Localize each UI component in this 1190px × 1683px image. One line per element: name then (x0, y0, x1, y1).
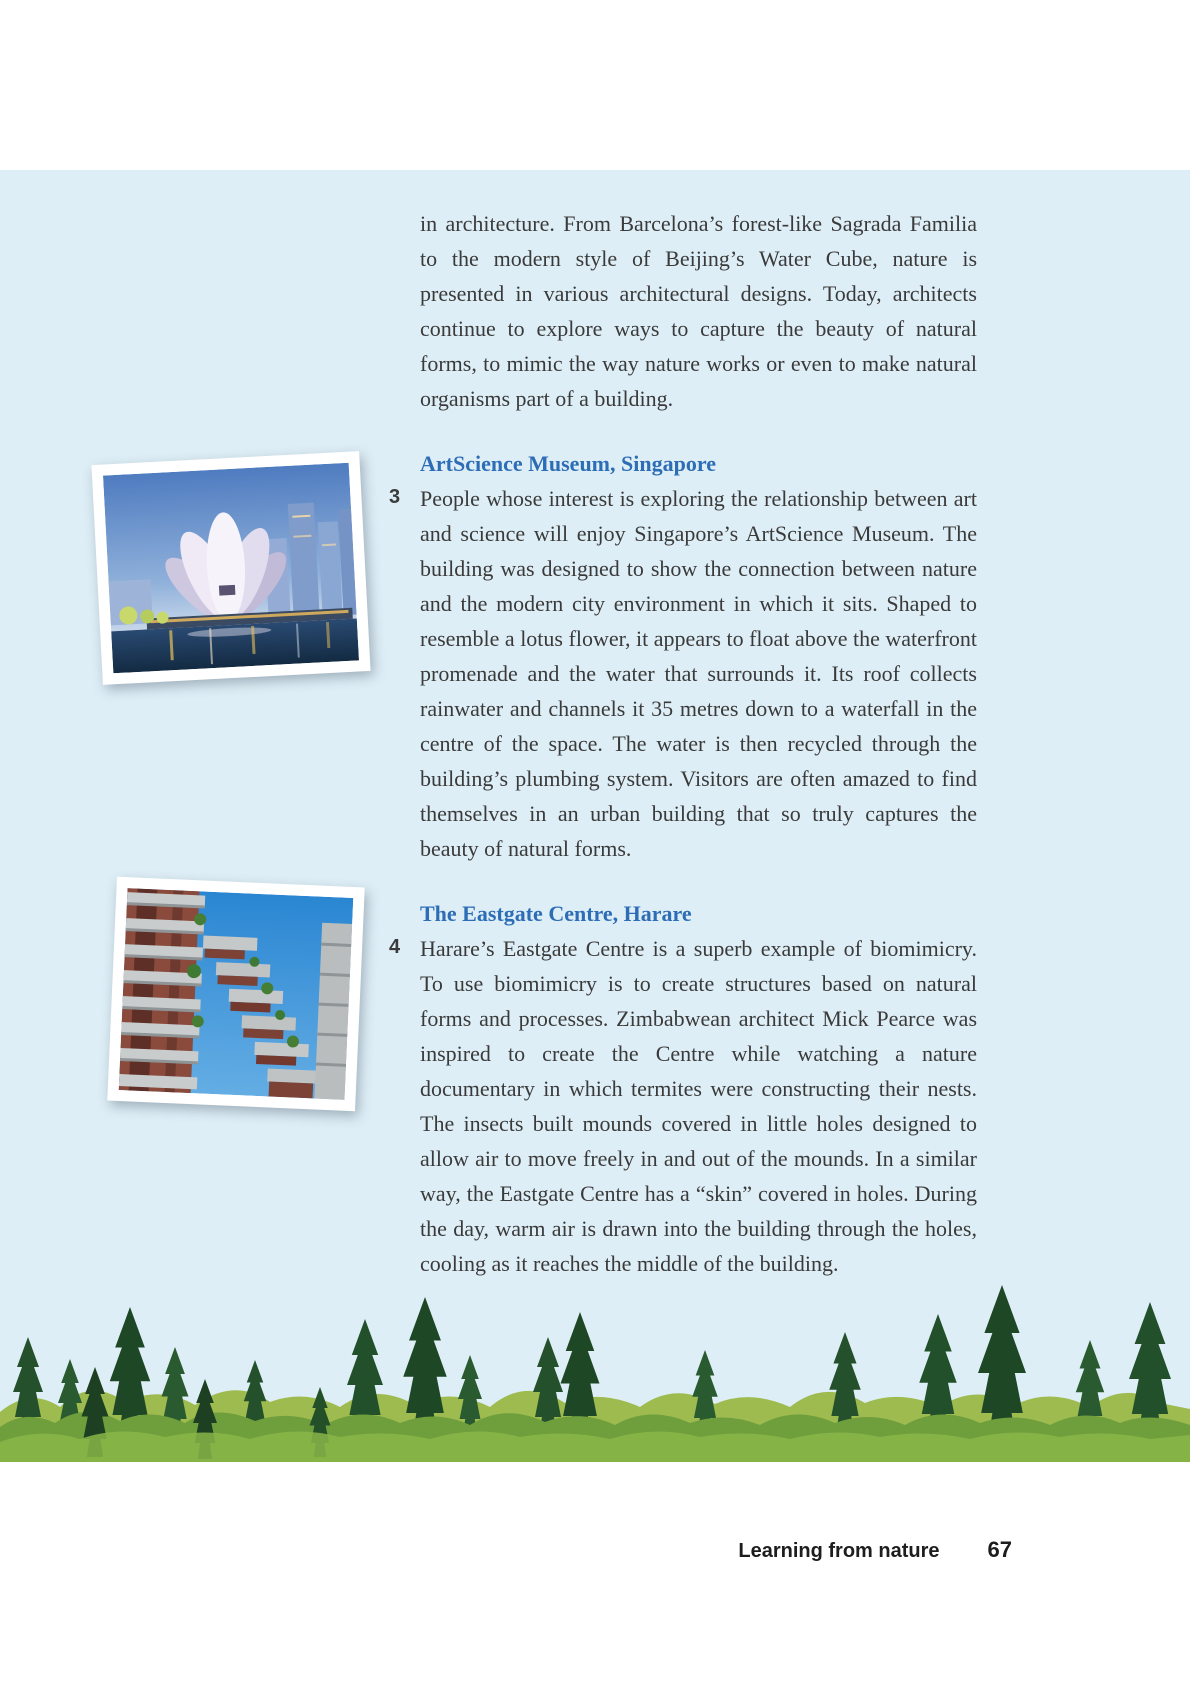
forest-treeline-image (0, 1277, 1190, 1462)
paragraph-row (389, 481, 977, 866)
paragraph-number-4: 4 (389, 936, 401, 958)
content-area (0, 170, 1190, 1462)
section-eastgate (389, 896, 977, 1281)
page-number: 67 (987, 1537, 1012, 1562)
paragraph-eastgate: Harare’s Eastgate Centre is a superb example of biomimicry. To use biomimicry is to create structures based on natural forms and processes. Zimbabwean architect Mick Pearce was inspired to create the Centre while watching a nature documentary in which termites were constructing their nests. The insects built mounds covered in little holes designed to allow air to move freely in and out of the mounds. In a similar way, the Eastgate Centre has a “skin” covered in holes. During the day, warm air is drawn into the building through the holes, cooling as it reaches the middle of the building. (420, 936, 977, 1276)
eastgate-centre-photo (107, 877, 365, 1112)
page-footer (738, 1537, 1012, 1563)
paragraph-number-3: 3 (389, 486, 401, 508)
artscience-museum-image (103, 463, 359, 674)
text-column (389, 206, 977, 1281)
paragraph-artscience: People whose interest is exploring the relationship between art and science will enjoy Singapore’s ArtScience Museum. The building was designed to show the connection between nature and the modern city environment in which it sits. Shaped to resemble a lotus flower, it appears to float above the waterfront promenade and the water that surrounds it. Its roof collects rainwater and channels it 35 metres down to a waterfall in the centre of the space. The water is then recycled through the building’s plumbing system. Visitors are often amazed to find themselves in an urban building that so truly captures the beauty of natural forms. (420, 486, 977, 861)
section-artscience (389, 446, 977, 866)
section-heading-eastgate: The Eastgate Centre, Harare (420, 901, 692, 926)
forest-treeline (0, 1277, 1190, 1462)
eastgate-centre-image (119, 888, 354, 1100)
paragraph-row (389, 931, 977, 1281)
artscience-museum-photo (91, 451, 370, 685)
section-heading-artscience: ArtScience Museum, Singapore (420, 451, 716, 476)
intro-paragraph: in architecture. From Barcelona’s forest-like Sagrada Familia to the modern style of Beijing’s Water Cube, nature is presented in various architectural designs. Today, architects continue to explore ways to capture the beauty of natural forms, to mimic the way nature works or even to make natural organisms part of a building. (420, 211, 977, 411)
footer-title: Learning from nature (738, 1540, 940, 1562)
